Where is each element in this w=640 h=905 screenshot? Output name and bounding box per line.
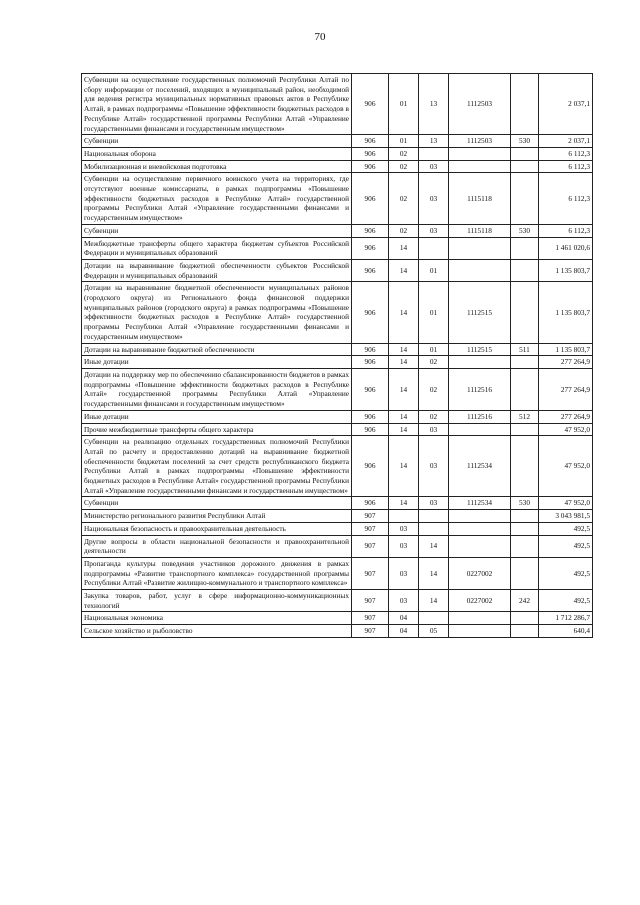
row-target-article-cell	[449, 423, 511, 436]
row-subsection-cell	[419, 612, 449, 625]
row-target-article-cell: 0227002	[449, 557, 511, 589]
row-grbs-cell: 906	[352, 497, 389, 510]
row-amount-cell: 1 135 803,7	[539, 282, 593, 343]
row-section-cell: 02	[389, 160, 419, 173]
row-grbs-cell: 906	[352, 160, 389, 173]
row-expense-type-cell	[511, 625, 539, 638]
row-grbs-cell: 907	[352, 625, 389, 638]
row-name-cell: Другие вопросы в области национальной безопасности и правоохранительной деятельности	[82, 535, 352, 557]
row-section-cell: 02	[389, 224, 419, 237]
row-name-cell: Дотации на выравнивание бюджетной обеспеченности муниципальных районов (городского округа) из Регионального фонда финансовой поддержки муниципальных районов (городского округа) в рамках подпрограммы «Повышение эффективности бюджетных расходов в Республике Алтай» государственной программы Республики Алтай «Управление государственными финансами и государственным имуществом»	[82, 282, 352, 343]
row-expense-type-cell	[511, 522, 539, 535]
row-expense-type-cell	[511, 160, 539, 173]
row-target-article-cell	[449, 625, 511, 638]
row-subsection-cell: 02	[419, 410, 449, 423]
row-name-cell: Субвенции на реализацию отдельных государственных полномочий Республики Алтай по расчету и предоставлению дотаций на выравнивание бюджетной обеспеченности бюджетам поселений за счет средств республиканского бюджета Республики Алтай в рамках подпрограммы «Повышение эффективности бюджетных расходов в Республике Алтай» государственной программы Республики Алтай «Управление государственными финансами и государственным имуществом»	[82, 436, 352, 497]
row-target-article-cell	[449, 522, 511, 535]
page-number: 70	[314, 31, 326, 43]
row-amount-cell: 47 952,0	[539, 436, 593, 497]
row-grbs-cell: 906	[352, 368, 389, 410]
row-expense-type-cell	[511, 535, 539, 557]
row-target-article-cell: 1115118	[449, 224, 511, 237]
row-amount-cell: 492,5	[539, 557, 593, 589]
row-grbs-cell: 906	[352, 224, 389, 237]
row-section-cell: 14	[389, 237, 419, 259]
row-grbs-cell: 906	[352, 147, 389, 160]
row-amount-cell: 277 264,9	[539, 368, 593, 410]
table-row	[82, 410, 593, 423]
row-amount-cell: 2 037,1	[539, 74, 593, 135]
row-subsection-cell	[419, 522, 449, 535]
table-row	[82, 259, 593, 281]
row-section-cell: 04	[389, 612, 419, 625]
row-expense-type-cell	[511, 356, 539, 369]
row-expense-type-cell	[511, 147, 539, 160]
table-row	[82, 510, 593, 523]
row-subsection-cell	[419, 237, 449, 259]
row-amount-cell: 6 112,3	[539, 160, 593, 173]
row-amount-cell: 492,5	[539, 535, 593, 557]
row-target-article-cell: 0227002	[449, 590, 511, 612]
row-amount-cell: 1 135 803,7	[539, 259, 593, 281]
row-name-cell: Мобилизационная и вневойсковая подготовка	[82, 160, 352, 173]
row-name-cell: Субвенции	[82, 135, 352, 148]
row-section-cell: 04	[389, 625, 419, 638]
row-grbs-cell: 906	[352, 282, 389, 343]
row-amount-cell: 1 461 020,6	[539, 237, 593, 259]
row-name-cell: Субвенции на осуществление государственных полномочий Республики Алтай по сбору информации от поселений, входящих в муниципальный район, необходимой для ведения регистра муниципальных нормативных правовых актов в Республике Алтай, в рамках подпрограммы «Повышение эффективности бюджетных расходов в Республике Алтай» государственной программы Республики Алтай «Управление государственными финансами и государственным имуществом»	[82, 74, 352, 135]
row-subsection-cell: 14	[419, 557, 449, 589]
row-name-cell: Сельское хозяйство и рыболовство	[82, 625, 352, 638]
row-section-cell: 14	[389, 436, 419, 497]
table-row	[82, 282, 593, 343]
row-amount-cell: 47 952,0	[539, 497, 593, 510]
row-name-cell: Дотации на поддержку мер по обеспечению сбалансированности бюджетов в рамках подпрограммы «Повышение эффективности бюджетных расходов в Республике Алтай» государственной программы Республики Алтай «Управление государственными финансами и государственным имуществом»	[82, 368, 352, 410]
row-expense-type-cell	[511, 612, 539, 625]
row-section-cell: 01	[389, 135, 419, 148]
row-expense-type-cell: 530	[511, 135, 539, 148]
row-amount-cell: 6 112,3	[539, 147, 593, 160]
row-target-article-cell: 1112515	[449, 282, 511, 343]
row-subsection-cell: 01	[419, 259, 449, 281]
row-subsection-cell	[419, 147, 449, 160]
row-target-article-cell	[449, 612, 511, 625]
row-name-cell: Министерство регионального развития Республики Алтай	[82, 510, 352, 523]
row-grbs-cell: 906	[352, 436, 389, 497]
row-subsection-cell: 01	[419, 282, 449, 343]
table-row	[82, 135, 593, 148]
table-row	[82, 356, 593, 369]
row-expense-type-cell	[511, 74, 539, 135]
row-amount-cell: 492,5	[539, 590, 593, 612]
row-section-cell: 03	[389, 590, 419, 612]
row-name-cell: Дотации на выравнивание бюджетной обеспеченности	[82, 343, 352, 356]
row-expense-type-cell	[511, 510, 539, 523]
row-subsection-cell: 14	[419, 535, 449, 557]
row-grbs-cell: 906	[352, 343, 389, 356]
row-name-cell: Субвенции	[82, 497, 352, 510]
table-row	[82, 343, 593, 356]
row-grbs-cell: 906	[352, 135, 389, 148]
row-amount-cell: 1 712 286,7	[539, 612, 593, 625]
budget-table	[81, 73, 593, 638]
row-grbs-cell: 907	[352, 510, 389, 523]
row-target-article-cell: 1112534	[449, 497, 511, 510]
row-grbs-cell: 906	[352, 74, 389, 135]
row-subsection-cell: 03	[419, 160, 449, 173]
row-subsection-cell: 01	[419, 343, 449, 356]
row-amount-cell: 277 264,9	[539, 410, 593, 423]
row-amount-cell: 3 043 981,5	[539, 510, 593, 523]
row-amount-cell: 6 112,3	[539, 173, 593, 225]
row-expense-type-cell	[511, 368, 539, 410]
row-grbs-cell: 906	[352, 356, 389, 369]
row-target-article-cell: 1115118	[449, 173, 511, 225]
table-row	[82, 436, 593, 497]
row-name-cell: Пропаганда культуры поведения участников дорожного движения в рамках подпрограммы «Развитие транспортного комплекса» государственной программы Республики Алтай «Развитие жилищно-коммунального и транспортного комплекса»	[82, 557, 352, 589]
row-name-cell: Дотации на выравнивание бюджетной обеспеченности субъектов Российской Федерации и муниципальных образований	[82, 259, 352, 281]
row-subsection-cell: 14	[419, 590, 449, 612]
row-name-cell: Иные дотации	[82, 410, 352, 423]
table-row	[82, 423, 593, 436]
row-section-cell: 02	[389, 173, 419, 225]
row-target-article-cell	[449, 259, 511, 281]
row-target-article-cell: 1112515	[449, 343, 511, 356]
table-row	[82, 224, 593, 237]
table-row	[82, 612, 593, 625]
row-grbs-cell: 906	[352, 410, 389, 423]
row-subsection-cell: 05	[419, 625, 449, 638]
row-section-cell: 14	[389, 343, 419, 356]
table-row	[82, 147, 593, 160]
row-subsection-cell: 03	[419, 436, 449, 497]
row-subsection-cell	[419, 510, 449, 523]
row-section-cell: 02	[389, 147, 419, 160]
row-expense-type-cell: 530	[511, 497, 539, 510]
table-row	[82, 74, 593, 135]
row-section-cell: 14	[389, 423, 419, 436]
table-row	[82, 368, 593, 410]
row-expense-type-cell	[511, 436, 539, 497]
row-name-cell: Национальная безопасность и правоохранительная деятельность	[82, 522, 352, 535]
row-amount-cell: 47 952,0	[539, 423, 593, 436]
row-expense-type-cell	[511, 557, 539, 589]
table-row	[82, 497, 593, 510]
row-expense-type-cell: 512	[511, 410, 539, 423]
table-row	[82, 173, 593, 225]
row-section-cell	[389, 510, 419, 523]
row-target-article-cell: 1112516	[449, 368, 511, 410]
row-expense-type-cell	[511, 282, 539, 343]
row-target-article-cell: 1112516	[449, 410, 511, 423]
table-row	[82, 625, 593, 638]
row-grbs-cell: 906	[352, 259, 389, 281]
row-name-cell: Субвенции	[82, 224, 352, 237]
row-amount-cell: 1 135 803,7	[539, 343, 593, 356]
row-name-cell: Межбюджетные трансферты общего характера бюджетам субъектов Российской Федерации и муниципальных образований	[82, 237, 352, 259]
row-subsection-cell: 03	[419, 173, 449, 225]
row-target-article-cell	[449, 510, 511, 523]
row-amount-cell: 2 037,1	[539, 135, 593, 148]
row-amount-cell: 277 264,9	[539, 356, 593, 369]
row-target-article-cell	[449, 147, 511, 160]
row-subsection-cell: 13	[419, 135, 449, 148]
row-name-cell: Субвенции на осуществление первичного воинского учета на территориях, где отсутствуют военные комиссариаты, в рамках подпрограммы «Повышение эффективности бюджетных расходов в Республике Алтай» государственной программы Республики Алтай «Управление государственными финансами и государственным имуществом»	[82, 173, 352, 225]
row-grbs-cell: 907	[352, 590, 389, 612]
table-row	[82, 160, 593, 173]
row-grbs-cell: 906	[352, 237, 389, 259]
table-row	[82, 535, 593, 557]
row-section-cell: 14	[389, 497, 419, 510]
table-row	[82, 237, 593, 259]
table-row	[82, 557, 593, 589]
row-target-article-cell: 1112503	[449, 74, 511, 135]
row-section-cell: 14	[389, 356, 419, 369]
row-amount-cell: 640,4	[539, 625, 593, 638]
table-row	[82, 590, 593, 612]
row-grbs-cell: 906	[352, 173, 389, 225]
row-expense-type-cell	[511, 237, 539, 259]
row-section-cell: 14	[389, 410, 419, 423]
row-section-cell: 14	[389, 368, 419, 410]
row-target-article-cell: 1112534	[449, 436, 511, 497]
row-grbs-cell: 907	[352, 612, 389, 625]
table-row	[82, 522, 593, 535]
row-grbs-cell: 907	[352, 535, 389, 557]
row-section-cell: 01	[389, 74, 419, 135]
row-expense-type-cell	[511, 259, 539, 281]
row-section-cell: 03	[389, 535, 419, 557]
row-amount-cell: 6 112,3	[539, 224, 593, 237]
row-name-cell: Закупка товаров, работ, услуг в сфере информационно-коммуникационных технологий	[82, 590, 352, 612]
row-name-cell: Национальная экономика	[82, 612, 352, 625]
row-subsection-cell: 03	[419, 497, 449, 510]
row-section-cell: 14	[389, 259, 419, 281]
row-expense-type-cell	[511, 173, 539, 225]
row-expense-type-cell: 530	[511, 224, 539, 237]
row-target-article-cell	[449, 356, 511, 369]
row-grbs-cell: 907	[352, 557, 389, 589]
row-name-cell: Прочие межбюджетные трансферты общего характера	[82, 423, 352, 436]
row-section-cell: 14	[389, 282, 419, 343]
row-subsection-cell: 02	[419, 356, 449, 369]
row-expense-type-cell: 511	[511, 343, 539, 356]
row-target-article-cell	[449, 160, 511, 173]
row-grbs-cell: 907	[352, 522, 389, 535]
row-section-cell: 03	[389, 522, 419, 535]
row-section-cell: 03	[389, 557, 419, 589]
row-name-cell: Иные дотации	[82, 356, 352, 369]
row-name-cell: Национальная оборона	[82, 147, 352, 160]
row-subsection-cell: 03	[419, 224, 449, 237]
row-target-article-cell: 1112503	[449, 135, 511, 148]
row-target-article-cell	[449, 237, 511, 259]
row-subsection-cell: 13	[419, 74, 449, 135]
row-grbs-cell: 906	[352, 423, 389, 436]
row-subsection-cell: 02	[419, 368, 449, 410]
row-expense-type-cell	[511, 423, 539, 436]
row-amount-cell: 492,5	[539, 522, 593, 535]
row-expense-type-cell: 242	[511, 590, 539, 612]
row-subsection-cell: 03	[419, 423, 449, 436]
row-target-article-cell	[449, 535, 511, 557]
